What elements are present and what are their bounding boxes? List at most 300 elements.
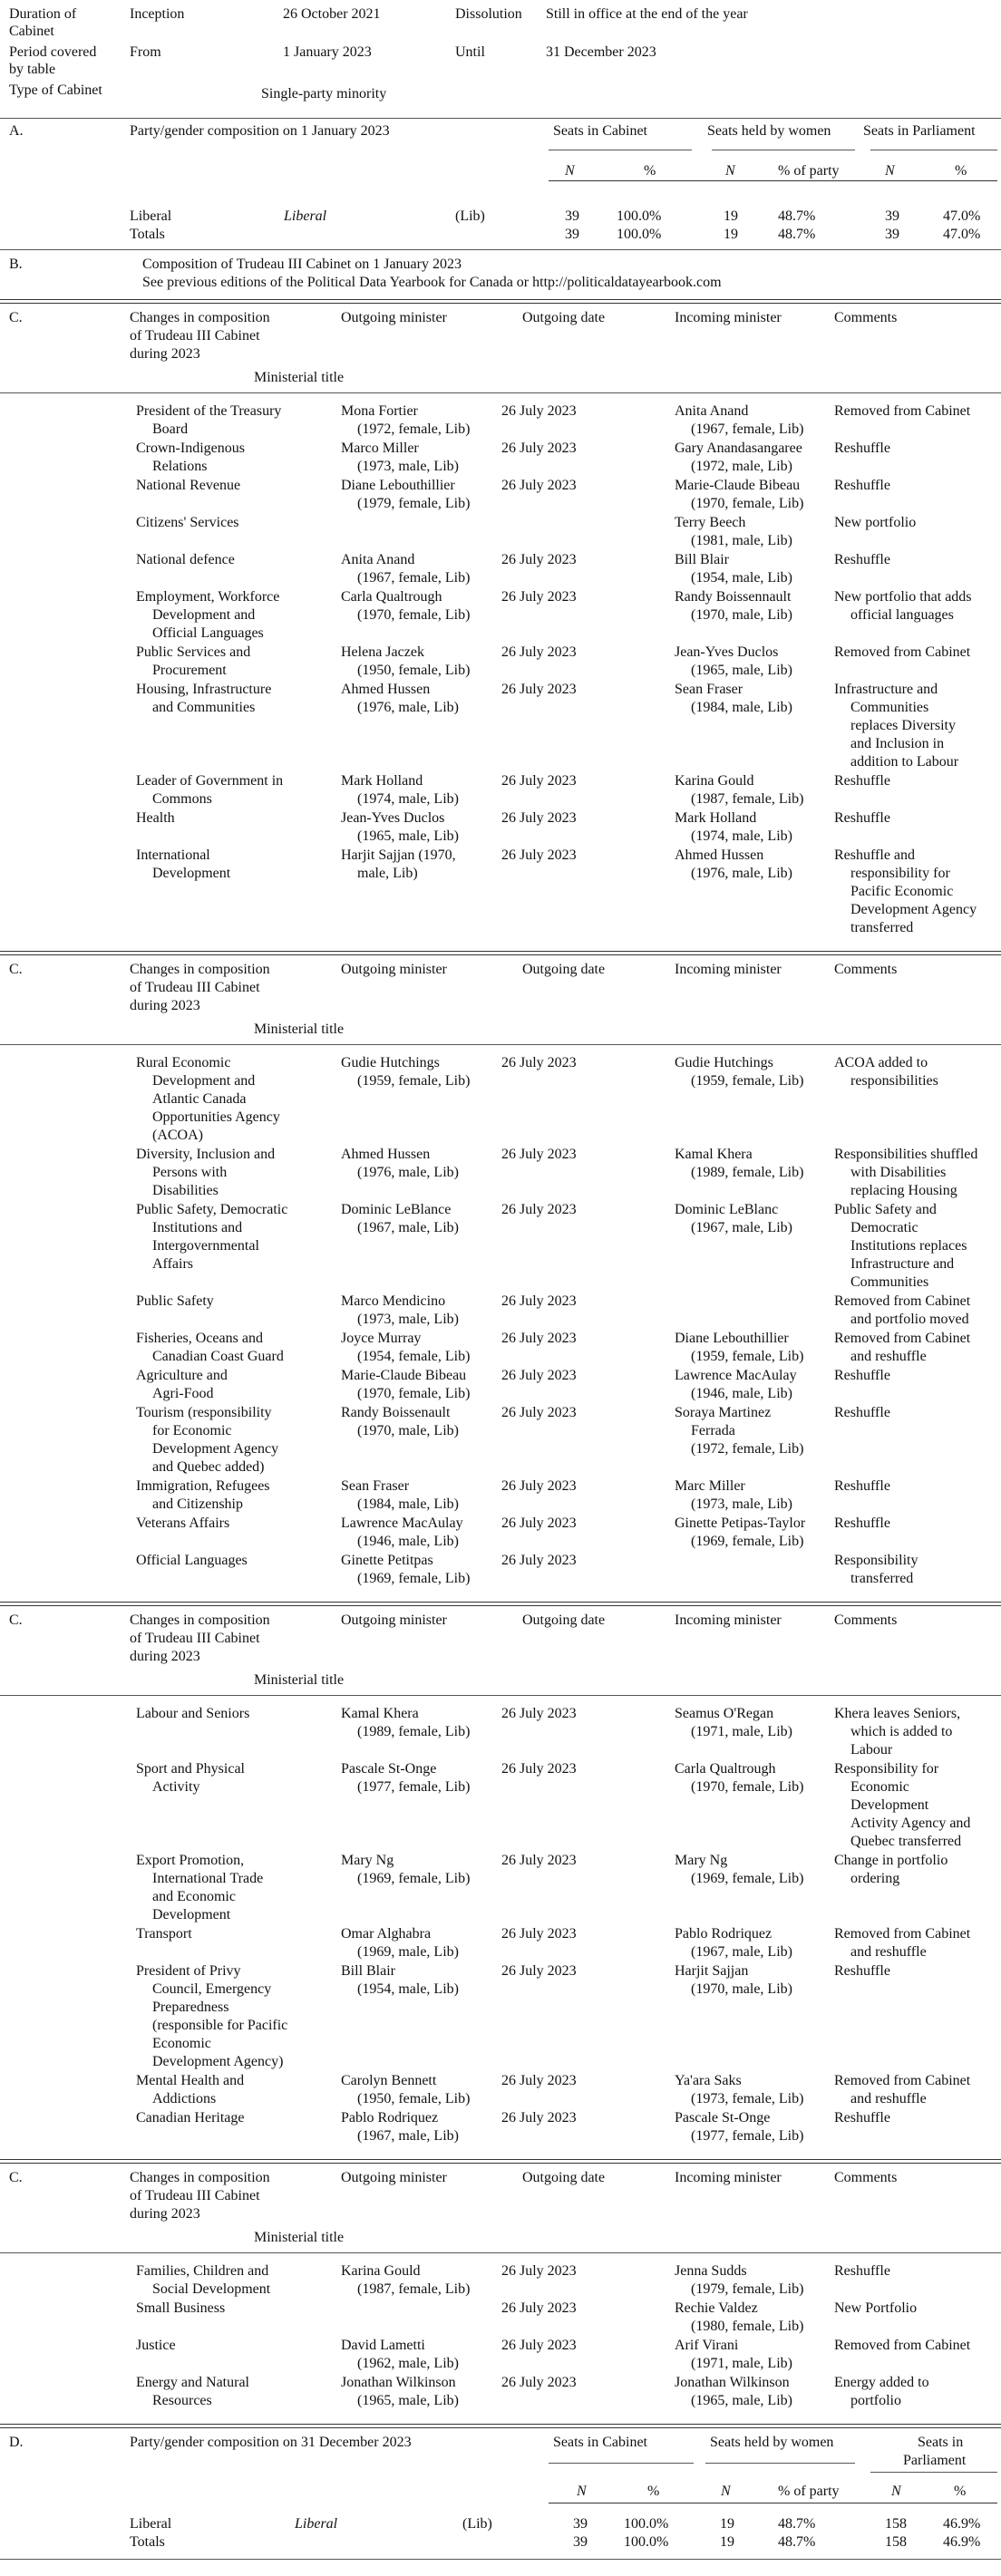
incoming-minister: (1977, female, Lib)	[691, 2128, 804, 2144]
section-d-header	[0, 2428, 1001, 2510]
subhead-n-3: N	[885, 163, 895, 179]
change-comment: Reshuffle	[834, 1405, 890, 1420]
change-comment: Reshuffle	[834, 810, 890, 826]
change-comment: Removed from Cabinet	[834, 1926, 971, 1942]
d-col-parliament: Parliament	[903, 2453, 967, 2468]
a-lib-parl-pct: 47.0%	[943, 208, 981, 224]
incoming-minister: Bill Blair	[675, 552, 729, 567]
section-c-head-line: of Trudeau III Cabinet	[130, 2188, 260, 2203]
outgoing-date: 26 July 2023	[501, 1761, 577, 1777]
ministerial-title: Development Agency	[152, 1441, 279, 1457]
from-date: 1 January 2023	[283, 44, 372, 60]
ministerial-title: for Economic	[152, 1423, 232, 1438]
change-comment: Pacific Economic	[850, 884, 954, 899]
period-label: Period covered by table	[9, 44, 97, 78]
ministerial-title: (responsible for Pacific	[152, 2018, 288, 2033]
outgoing-minister: (1972, female, Lib)	[357, 421, 471, 437]
outgoing-minister: Mona Fortier	[341, 403, 418, 419]
incoming-minister: (1973, female, Lib)	[691, 2091, 804, 2106]
change-comment: and reshuffle	[850, 1349, 927, 1364]
outgoing-minister: (1970, male, Lib)	[357, 1423, 459, 1438]
outgoing-date: 26 July 2023	[501, 1516, 577, 1531]
ministerial-title: Official Languages	[136, 1553, 248, 1568]
change-comment: Reshuffle	[834, 2263, 890, 2279]
incoming-minister: (1965, male, Lib)	[691, 663, 792, 678]
outgoing-date: 26 July 2023	[501, 1963, 577, 1979]
change-comment: Reshuffle	[834, 552, 890, 567]
col-outgoing-minister: Outgoing minister	[341, 962, 447, 977]
incoming-minister: (1959, female, Lib)	[691, 1349, 804, 1364]
outgoing-minister: Joyce Murray	[341, 1331, 422, 1346]
ministerial-title: Atlantic Canada	[152, 1091, 247, 1107]
change-comment: responsibility for	[850, 866, 950, 881]
col-ministerial-title: Ministerial title	[254, 2230, 345, 2245]
type-value: Single-party minority	[261, 86, 387, 102]
outgoing-minister: (1950, female, Lib)	[357, 663, 471, 678]
col-ministerial-title: Ministerial title	[254, 1672, 345, 1688]
inception-label: Inception	[130, 6, 185, 22]
ministerial-title: Addictions	[152, 2091, 217, 2106]
incoming-minister: Ferrada	[691, 1423, 735, 1438]
outgoing-date: 26 July 2023	[501, 1147, 577, 1162]
section-d-letter: D.	[9, 2435, 24, 2450]
section-c	[0, 304, 1001, 2428]
incoming-minister: (1954, male, Lib)	[691, 570, 792, 586]
outgoing-minister: Dominic LeBlance	[341, 1202, 452, 1217]
d-tot-cab-n: 39	[573, 2534, 588, 2550]
d-lib-women-n: 19	[720, 2516, 734, 2532]
ministerial-title: Persons with	[152, 1165, 228, 1180]
d-lib-cab-n: 39	[573, 2516, 588, 2532]
a-lib-parl-n: 39	[885, 208, 899, 224]
incoming-minister: Rechie Valdez	[675, 2300, 758, 2316]
col-seats-cabinet: Seats in Cabinet	[553, 123, 647, 139]
outgoing-minister: (1974, male, Lib)	[357, 791, 459, 807]
section-c-head-line: during 2023	[130, 1649, 200, 1664]
ministerial-title: Public Safety	[136, 1293, 214, 1309]
outgoing-date: 26 July 2023	[501, 2375, 577, 2390]
ministerial-title: Public Safety, Democratic	[136, 1202, 288, 1217]
subhead-pct-1: %	[644, 163, 656, 179]
change-comment: transferred	[850, 1571, 914, 1586]
incoming-minister: (1967, female, Lib)	[691, 421, 804, 437]
d-subhead-pct-3: %	[954, 2484, 967, 2499]
change-comment: Reshuffle	[834, 478, 890, 493]
change-comment: Responsibility for	[834, 1761, 939, 1777]
incoming-minister: (1989, female, Lib)	[691, 1165, 804, 1180]
outgoing-date: 26 July 2023	[501, 2073, 577, 2088]
ministerial-title: and Economic	[152, 1889, 236, 1904]
a-tot-cab-n: 39	[565, 227, 579, 242]
ministerial-title: International	[136, 847, 210, 863]
outgoing-minister: Marco Mendicino	[341, 1293, 446, 1309]
d-party-name: Liberal	[130, 2516, 172, 2532]
change-comment: Responsibility	[834, 1553, 918, 1568]
outgoing-minister: Sean Fraser	[341, 1478, 410, 1494]
ministerial-title: Fisheries, Oceans and	[136, 1331, 263, 1346]
col-outgoing-date: Outgoing date	[522, 962, 606, 977]
ministerial-title: and Quebec added)	[152, 1459, 265, 1475]
incoming-minister: Pablo Rodriquez	[675, 1926, 773, 1942]
incoming-minister: (1965, male, Lib)	[691, 2393, 792, 2408]
outgoing-minister: (1970, female, Lib)	[357, 1386, 471, 1401]
change-comment: ACOA added to	[834, 1055, 928, 1070]
outgoing-date: 26 July 2023	[501, 2338, 577, 2353]
change-comment: Removed from Cabinet	[834, 2338, 971, 2353]
section-a-header	[0, 119, 1001, 206]
cabinet-change-row	[0, 1404, 1001, 1477]
ministerial-title: Labour and Seniors	[136, 1706, 250, 1721]
ministerial-title: Canadian Heritage	[136, 2110, 245, 2126]
ministerial-title: Council, Emergency	[152, 1981, 272, 1997]
change-comment: Reshuffle	[834, 2110, 890, 2126]
cabinet-change-row	[0, 1367, 1001, 1404]
ministerial-title: Affairs	[152, 1256, 194, 1272]
outgoing-minister: (1962, male, Lib)	[357, 2356, 459, 2371]
cabinet-change-row	[0, 809, 1001, 847]
change-comment: Reshuffle and	[834, 847, 916, 863]
cabinet-change-row	[0, 847, 1001, 938]
section-c-header	[0, 955, 1001, 1044]
cabinet-change-row	[0, 2072, 1001, 2109]
ministerial-title: Crown-Indigenous	[136, 441, 245, 456]
outgoing-minister: (1976, male, Lib)	[357, 1165, 459, 1180]
change-comment: Infrastructure and	[850, 1256, 955, 1272]
section-c-head-line: Changes in composition	[130, 310, 270, 325]
dissolution-value: Still in office at the end of the year	[546, 6, 748, 22]
outgoing-date: 26 July 2023	[501, 1202, 577, 1217]
d-subhead-n-3: N	[891, 2484, 901, 2499]
cabinet-change-row	[0, 1852, 1001, 1925]
incoming-minister: Dominic LeBlanc	[675, 1202, 779, 1217]
ministerial-title: Leader of Government in	[136, 773, 284, 789]
incoming-minister: Marie-Claude Bibeau	[675, 478, 801, 493]
d-lib-parl-pct: 46.9%	[943, 2516, 981, 2532]
ministerial-title: Development Agency)	[152, 2054, 284, 2069]
incoming-minister: (1980, female, Lib)	[691, 2319, 804, 2334]
incoming-minister: Carla Qualtrough	[675, 1761, 776, 1777]
outgoing-date: 26 July 2023	[501, 810, 577, 826]
change-comment: replaces Diversity	[850, 718, 956, 733]
change-comment: addition to Labour	[850, 754, 959, 770]
outgoing-minister: (1965, male, Lib)	[357, 828, 459, 844]
outgoing-minister: (1959, female, Lib)	[357, 1073, 471, 1089]
change-comment: Development	[850, 1797, 929, 1813]
col-incoming-minister: Incoming minister	[675, 1612, 782, 1628]
incoming-minister: (1976, male, Lib)	[691, 866, 792, 881]
incoming-minister: Ahmed Hussen	[675, 847, 764, 863]
incoming-minister: (1972, male, Lib)	[691, 459, 792, 474]
section-a-letter: A.	[9, 123, 24, 139]
outgoing-minister: Marie-Claude Bibeau	[341, 1368, 467, 1383]
ministerial-title: National defence	[136, 552, 235, 567]
outgoing-minister: Marco Miller	[341, 441, 419, 456]
change-comment: and Inclusion in	[850, 736, 945, 751]
ministerial-title: Employment, Workforce	[136, 589, 280, 605]
col-ministerial-title: Ministerial title	[254, 1022, 345, 1037]
ministerial-title: Disabilities	[152, 1183, 219, 1198]
outgoing-minister: (1969, female, Lib)	[357, 1571, 471, 1586]
outgoing-minister: (1979, female, Lib)	[357, 496, 471, 511]
change-comment: and portfolio moved	[850, 1312, 969, 1327]
outgoing-minister: Ginette Petitpas	[341, 1553, 433, 1568]
outgoing-minister: (1977, female, Lib)	[357, 1779, 471, 1795]
change-comment: Change in portfolio	[834, 1853, 948, 1868]
change-comment: Quebec transferred	[850, 1834, 962, 1849]
incoming-minister: (1971, male, Lib)	[691, 2356, 792, 2371]
incoming-minister: Diane Lebouthillier	[675, 1331, 789, 1346]
section-c-body	[0, 1045, 1001, 1602]
subhead-n-2: N	[725, 163, 735, 179]
cabinet-change-row	[0, 514, 1001, 551]
cabinet-change-row	[0, 477, 1001, 514]
incoming-minister: Sean Fraser	[675, 682, 743, 697]
until-label: Until	[455, 44, 485, 60]
col-comments: Comments	[834, 962, 898, 977]
d-tot-cab-pct: 100.0%	[624, 2534, 669, 2550]
a-tot-cab-pct: 100.0%	[617, 227, 662, 242]
outgoing-minister: (1954, male, Lib)	[357, 1981, 459, 1997]
change-comment: Communities	[850, 700, 929, 715]
change-comment: Reshuffle	[834, 1963, 890, 1979]
ministerial-title: Rural Economic	[136, 1055, 231, 1070]
outgoing-date: 26 July 2023	[501, 589, 577, 605]
cabinet-change-row	[0, 402, 1001, 440]
outgoing-minister: (1967, male, Lib)	[357, 2128, 459, 2144]
change-comment: Development Agency	[850, 902, 977, 917]
incoming-minister: Marc Miller	[675, 1478, 745, 1494]
outgoing-date: 26 July 2023	[501, 1853, 577, 1868]
outgoing-date: 26 July 2023	[501, 847, 577, 863]
col-outgoing-date: Outgoing date	[522, 310, 606, 325]
ministerial-title: Mental Health and	[136, 2073, 245, 2088]
incoming-minister: (1959, female, Lib)	[691, 1073, 804, 1089]
a-lib-women-pct: 48.7%	[778, 208, 816, 224]
ministerial-title: Energy and Natural	[136, 2375, 249, 2390]
change-comment: Activity Agency and	[850, 1816, 971, 1831]
cabinet-change-row	[0, 772, 1001, 809]
col-comments: Comments	[834, 2170, 898, 2185]
from-label: From	[130, 44, 161, 60]
outgoing-minister: (1967, female, Lib)	[357, 570, 471, 586]
ministerial-title: President of the Treasury	[136, 403, 282, 419]
ministerial-title: Sport and Physical	[136, 1761, 245, 1777]
ministerial-title: Small Business	[136, 2300, 226, 2316]
incoming-minister: (1967, male, Lib)	[691, 1944, 792, 1960]
section-c-head-line: Changes in composition	[130, 1612, 270, 1628]
col-outgoing-date: Outgoing date	[522, 2170, 606, 2185]
outgoing-date: 26 July 2023	[501, 682, 577, 697]
ministerial-title: Housing, Infrastructure	[136, 682, 272, 697]
ministerial-title: Relations	[152, 459, 208, 474]
ministerial-title: Activity	[152, 1779, 200, 1795]
cabinet-change-row	[0, 1705, 1001, 1760]
ministerial-title: Institutions and	[152, 1220, 243, 1235]
a-lib-women-n: 19	[724, 208, 738, 224]
ministerial-title: and Communities	[152, 700, 256, 715]
outgoing-date: 26 July 2023	[501, 2110, 577, 2126]
cabinet-change-row	[0, 1146, 1001, 1201]
col-incoming-minister: Incoming minister	[675, 310, 782, 325]
section-c-head-line: of Trudeau III Cabinet	[130, 980, 260, 995]
change-comment: Reshuffle	[834, 773, 890, 789]
change-comment: Responsibilities shuffled	[834, 1147, 978, 1162]
incoming-minister: (1984, male, Lib)	[691, 700, 792, 715]
outgoing-date: 26 July 2023	[501, 2300, 577, 2316]
section-c-head-line: Changes in composition	[130, 2170, 270, 2185]
a-lib-cab-n: 39	[565, 208, 579, 224]
outgoing-date: 26 July 2023	[501, 441, 577, 456]
incoming-minister: (1979, female, Lib)	[691, 2281, 804, 2297]
incoming-minister: Randy Boissennault	[675, 589, 792, 605]
change-comment: Khera leaves Seniors,	[834, 1706, 961, 1721]
ministerial-title: Board	[152, 421, 189, 437]
subhead-pct-3: %	[955, 163, 967, 179]
col-ministerial-title: Ministerial title	[254, 370, 345, 385]
incoming-minister: Mary Ng	[675, 1853, 728, 1868]
change-comment: and reshuffle	[850, 2091, 927, 2106]
outgoing-minister: Carla Qualtrough	[341, 589, 442, 605]
party-abbr: (Lib)	[455, 208, 485, 224]
outgoing-minister: Helena Jaczek	[341, 644, 424, 660]
section-c-letter: C.	[9, 962, 23, 977]
outgoing-minister: Lawrence MacAulay	[341, 1516, 463, 1531]
outgoing-minister: Bill Blair	[341, 1963, 395, 1979]
d-lib-women-pct: 48.7%	[778, 2516, 816, 2532]
ministerial-title: Tourism (responsibility	[136, 1405, 272, 1420]
incoming-minister: (1969, female, Lib)	[691, 1871, 804, 1886]
outgoing-minister: Karina Gould	[341, 2263, 421, 2279]
outgoing-minister: Harjit Sajjan (1970,	[341, 847, 456, 863]
a-tot-women-n: 19	[724, 227, 738, 242]
incoming-minister: (1981, male, Lib)	[691, 533, 792, 548]
change-comment: Reshuffle	[834, 441, 890, 456]
section-c-head-line: during 2023	[130, 346, 200, 362]
change-comment: which is added to	[850, 1724, 953, 1739]
outgoing-date: 26 July 2023	[501, 403, 577, 419]
incoming-minister: (1946, male, Lib)	[691, 1386, 792, 1401]
outgoing-date: 26 July 2023	[501, 478, 577, 493]
cabinet-change-row	[0, 1552, 1001, 1589]
change-comment: Reshuffle	[834, 1478, 890, 1494]
section-b-line2: See previous editions of the Political Data Yearbook for Canada or http://politicaldatayearbook.com	[142, 275, 722, 290]
section-c-letter: C.	[9, 2170, 23, 2185]
duration-label: Duration of Cabinet	[9, 6, 77, 40]
ministerial-title: Veterans Affairs	[136, 1516, 230, 1531]
col-outgoing-minister: Outgoing minister	[341, 2170, 447, 2185]
outgoing-date: 26 July 2023	[501, 1331, 577, 1346]
col-outgoing-minister: Outgoing minister	[341, 310, 447, 325]
section-d-rows	[0, 2510, 1001, 2559]
change-comment: New Portfolio	[834, 2300, 918, 2316]
d-party-abbr: (Lib)	[462, 2516, 492, 2532]
outgoing-date: 26 July 2023	[501, 644, 577, 660]
cabinet-change-row	[0, 588, 1001, 644]
ministerial-title: Justice	[136, 2338, 176, 2353]
ministerial-title: Commons	[152, 791, 212, 807]
outgoing-minister: Mark Holland	[341, 773, 423, 789]
party-name: Liberal	[130, 208, 172, 224]
outgoing-date: 26 July 2023	[501, 1405, 577, 1420]
incoming-minister: Kamal Khera	[675, 1147, 753, 1162]
ministerial-title: Official Languages	[152, 625, 264, 641]
until-date: 31 December 2023	[546, 44, 656, 60]
cabinet-change-row	[0, 1477, 1001, 1515]
change-comment: Removed from Cabinet	[834, 2073, 971, 2088]
section-c-head-line: of Trudeau III Cabinet	[130, 328, 260, 344]
section-c-head-line: during 2023	[130, 998, 200, 1013]
outgoing-minister: Ahmed Hussen	[341, 1147, 431, 1162]
d-col-seats-women: Seats held by women	[710, 2435, 834, 2450]
incoming-minister: (1973, male, Lib)	[691, 1496, 792, 1512]
col-outgoing-minister: Outgoing minister	[341, 1612, 447, 1628]
section-c-head-line: of Trudeau III Cabinet	[130, 1631, 260, 1646]
incoming-minister: Jean-Yves Duclos	[675, 644, 779, 660]
col-incoming-minister: Incoming minister	[675, 2170, 782, 2185]
outgoing-minister: (1973, male, Lib)	[357, 459, 459, 474]
outgoing-date: 26 July 2023	[501, 773, 577, 789]
party-full: Liberal	[284, 208, 327, 224]
outgoing-minister: David Lametti	[341, 2338, 425, 2353]
col-comments: Comments	[834, 1612, 898, 1628]
outgoing-date: 26 July 2023	[501, 1478, 577, 1494]
outgoing-minister: Jonathan Wilkinson	[341, 2375, 456, 2390]
incoming-minister: (1969, female, Lib)	[691, 1534, 804, 1549]
change-comment: portfolio	[850, 2393, 901, 2408]
change-comment: Communities	[850, 1274, 929, 1290]
outgoing-minister: (1987, female, Lib)	[357, 2281, 471, 2297]
section-b-letter: B.	[9, 257, 23, 272]
incoming-minister: (1970, male, Lib)	[691, 1981, 792, 1997]
outgoing-minister: Ahmed Hussen	[341, 682, 431, 697]
incoming-minister: Gary Anandasangaree	[675, 441, 802, 456]
outgoing-minister: (1965, male, Lib)	[357, 2393, 459, 2408]
outgoing-minister: Diane Lebouthillier	[341, 478, 455, 493]
subhead-n-1: N	[565, 163, 575, 179]
col-incoming-minister: Incoming minister	[675, 962, 782, 977]
incoming-minister: (1971, male, Lib)	[691, 1724, 792, 1739]
incoming-minister: Anita Anand	[675, 403, 749, 419]
change-comment: transferred	[850, 920, 914, 935]
ministerial-title: Intergovernmental	[152, 1238, 259, 1254]
cabinet-change-row	[0, 2262, 1001, 2300]
change-comment: Democratic	[850, 1220, 918, 1235]
outgoing-date: 26 July 2023	[501, 1926, 577, 1942]
col-comments: Comments	[834, 310, 898, 325]
cabinet-change-row	[0, 681, 1001, 772]
ministerial-title: Families, Children and	[136, 2263, 269, 2279]
change-comment: Institutions replaces	[850, 1238, 967, 1254]
section-c-head-line: Changes in composition	[130, 962, 270, 977]
section-a-rows	[0, 206, 1001, 249]
outgoing-minister: (1984, male, Lib)	[357, 1496, 459, 1512]
incoming-minister: (1972, female, Lib)	[691, 1441, 804, 1457]
change-comment: responsibilities	[850, 1073, 938, 1089]
d-tot-women-n: 19	[720, 2534, 734, 2550]
section-a-title: Party/gender composition on 1 January 2023	[130, 123, 390, 139]
ministerial-title: Citizens' Services	[136, 515, 239, 530]
a-lib-cab-pct: 100.0%	[617, 208, 662, 224]
change-comment: with Disabilities	[850, 1165, 947, 1180]
outgoing-minister: (1989, female, Lib)	[357, 1724, 471, 1739]
section-c-header	[0, 1606, 1001, 1695]
ministerial-title: Agri-Food	[152, 1386, 214, 1401]
change-comment: official languages	[850, 607, 954, 623]
incoming-minister: Jonathan Wilkinson	[675, 2375, 790, 2390]
outgoing-date: 26 July 2023	[501, 1553, 577, 1568]
a-tot-women-pct: 48.7%	[778, 227, 816, 242]
outgoing-minister: Pascale St-Onge	[341, 1761, 437, 1777]
